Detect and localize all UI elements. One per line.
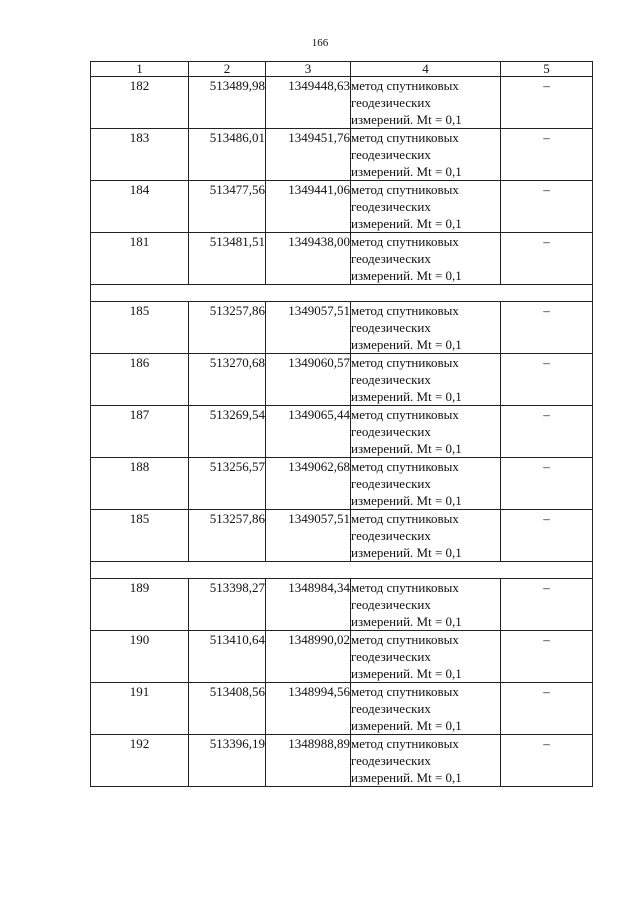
method-line-1: метод спутниковых — [351, 130, 459, 145]
method-line-1: метод спутниковых — [351, 736, 459, 751]
method-line-1: метод спутниковых — [351, 511, 459, 526]
method-description — [351, 302, 501, 354]
method-description — [351, 510, 501, 562]
method-line-1: метод спутниковых — [351, 632, 459, 647]
coordinate-y: 1349065,44 — [266, 406, 351, 458]
coordinate-y: 1348990,02 — [266, 631, 351, 683]
method-description — [351, 735, 501, 787]
separator-cell — [91, 285, 593, 302]
coordinate-y: 1349451,76 — [266, 129, 351, 181]
method-line-2: геодезических — [351, 753, 431, 768]
column-5-dash: – — [501, 354, 593, 406]
method-line-1: метод спутниковых — [351, 303, 459, 318]
method-line-3: измерений. Mt = 0,1 — [351, 545, 462, 560]
column-5-dash: – — [501, 233, 593, 285]
method-line-1: метод спутниковых — [351, 355, 459, 370]
method-line-2: геодезических — [351, 649, 431, 664]
method-line-2: геодезических — [351, 597, 431, 612]
table-row — [91, 354, 593, 406]
method-line-2: геодезических — [351, 147, 431, 162]
method-description — [351, 354, 501, 406]
coordinate-y: 1348988,89 — [266, 735, 351, 787]
point-number: 192 — [91, 735, 189, 787]
header-col-5: 5 — [501, 62, 593, 77]
method-description — [351, 77, 501, 129]
column-5-dash: – — [501, 181, 593, 233]
point-number: 182 — [91, 77, 189, 129]
column-5-dash: – — [501, 631, 593, 683]
method-description — [351, 683, 501, 735]
header-col-1: 1 — [91, 62, 189, 77]
coordinate-y: 1349060,57 — [266, 354, 351, 406]
table-row — [91, 631, 593, 683]
coordinate-y: 1349448,63 — [266, 77, 351, 129]
column-5-dash: – — [501, 510, 593, 562]
table-row — [91, 233, 593, 285]
coordinate-y: 1349062,68 — [266, 458, 351, 510]
coordinate-x: 513257,86 — [189, 302, 266, 354]
coordinate-x: 513257,86 — [189, 510, 266, 562]
method-line-1: метод спутниковых — [351, 182, 459, 197]
table-row — [91, 579, 593, 631]
method-line-3: измерений. Mt = 0,1 — [351, 112, 462, 127]
method-line-1: метод спутниковых — [351, 684, 459, 699]
coordinate-x: 513256,57 — [189, 458, 266, 510]
column-5-dash: – — [501, 406, 593, 458]
method-description — [351, 631, 501, 683]
page-number: 166 — [311, 37, 329, 49]
column-5-dash: – — [501, 129, 593, 181]
column-5-dash: – — [501, 458, 593, 510]
method-line-3: измерений. Mt = 0,1 — [351, 666, 462, 681]
method-description — [351, 233, 501, 285]
column-5-dash: – — [501, 77, 593, 129]
coordinate-x: 513398,27 — [189, 579, 266, 631]
table-row — [91, 302, 593, 354]
coordinate-y: 1349441,06 — [266, 181, 351, 233]
method-line-3: измерений. Mt = 0,1 — [351, 718, 462, 733]
method-line-2: геодезических — [351, 424, 431, 439]
point-number: 188 — [91, 458, 189, 510]
coordinate-y: 1348984,34 — [266, 579, 351, 631]
coordinate-y: 1349057,51 — [266, 510, 351, 562]
method-line-2: геодезических — [351, 251, 431, 266]
column-5-dash: – — [501, 735, 593, 787]
method-description — [351, 129, 501, 181]
method-line-3: измерений. Mt = 0,1 — [351, 337, 462, 352]
point-number: 189 — [91, 579, 189, 631]
coordinate-x: 513489,98 — [189, 77, 266, 129]
coordinate-x: 513269,54 — [189, 406, 266, 458]
method-description — [351, 458, 501, 510]
column-5-dash: – — [501, 579, 593, 631]
method-line-3: измерений. Mt = 0,1 — [351, 164, 462, 179]
coordinate-x: 513270,68 — [189, 354, 266, 406]
method-line-1: метод спутниковых — [351, 580, 459, 595]
method-line-2: геодезических — [351, 199, 431, 214]
method-line-1: метод спутниковых — [351, 459, 459, 474]
method-line-1: метод спутниковых — [351, 234, 459, 249]
separator-row — [91, 285, 593, 302]
method-line-3: измерений. Mt = 0,1 — [351, 216, 462, 231]
coordinate-y: 1349057,51 — [266, 302, 351, 354]
coordinate-x: 513396,19 — [189, 735, 266, 787]
coordinate-x: 513408,56 — [189, 683, 266, 735]
column-5-dash: – — [501, 302, 593, 354]
table-row — [91, 683, 593, 735]
method-line-2: геодезических — [351, 701, 431, 716]
table-row — [91, 735, 593, 787]
method-line-3: измерений. Mt = 0,1 — [351, 770, 462, 785]
separator-cell — [91, 562, 593, 579]
method-line-3: измерений. Mt = 0,1 — [351, 268, 462, 283]
header-col-3: 3 — [266, 62, 351, 77]
method-line-2: геодезических — [351, 95, 431, 110]
coordinate-y: 1348994,56 — [266, 683, 351, 735]
method-description — [351, 579, 501, 631]
table-row — [91, 129, 593, 181]
separator-row — [91, 562, 593, 579]
coordinate-y: 1349438,00 — [266, 233, 351, 285]
method-description — [351, 181, 501, 233]
method-line-1: метод спутниковых — [351, 78, 459, 93]
point-number: 184 — [91, 181, 189, 233]
method-line-3: измерений. Mt = 0,1 — [351, 493, 462, 508]
point-number: 185 — [91, 302, 189, 354]
method-line-3: измерений. Mt = 0,1 — [351, 441, 462, 456]
method-line-2: геодезических — [351, 528, 431, 543]
point-number: 190 — [91, 631, 189, 683]
method-line-3: измерений. Mt = 0,1 — [351, 614, 462, 629]
point-number: 191 — [91, 683, 189, 735]
point-number: 185 — [91, 510, 189, 562]
point-number: 186 — [91, 354, 189, 406]
table-row — [91, 458, 593, 510]
method-line-2: геодезических — [351, 320, 431, 335]
header-col-4: 4 — [351, 62, 501, 77]
method-line-2: геодезических — [351, 372, 431, 387]
header-col-2: 2 — [189, 62, 266, 77]
coordinate-x: 513477,56 — [189, 181, 266, 233]
table-row — [91, 181, 593, 233]
method-line-2: геодезических — [351, 476, 431, 491]
point-number: 181 — [91, 233, 189, 285]
table-body — [91, 77, 593, 787]
coordinates-table — [90, 61, 593, 787]
table-row — [91, 510, 593, 562]
method-line-1: метод спутниковых — [351, 407, 459, 422]
table-row — [91, 77, 593, 129]
table-row — [91, 406, 593, 458]
method-line-3: измерений. Mt = 0,1 — [351, 389, 462, 404]
method-description — [351, 406, 501, 458]
point-number: 183 — [91, 129, 189, 181]
coordinate-x: 513410,64 — [189, 631, 266, 683]
point-number: 187 — [91, 406, 189, 458]
column-5-dash: – — [501, 683, 593, 735]
coordinate-x: 513486,01 — [189, 129, 266, 181]
table-header-row — [91, 62, 593, 77]
coordinate-x: 513481,51 — [189, 233, 266, 285]
